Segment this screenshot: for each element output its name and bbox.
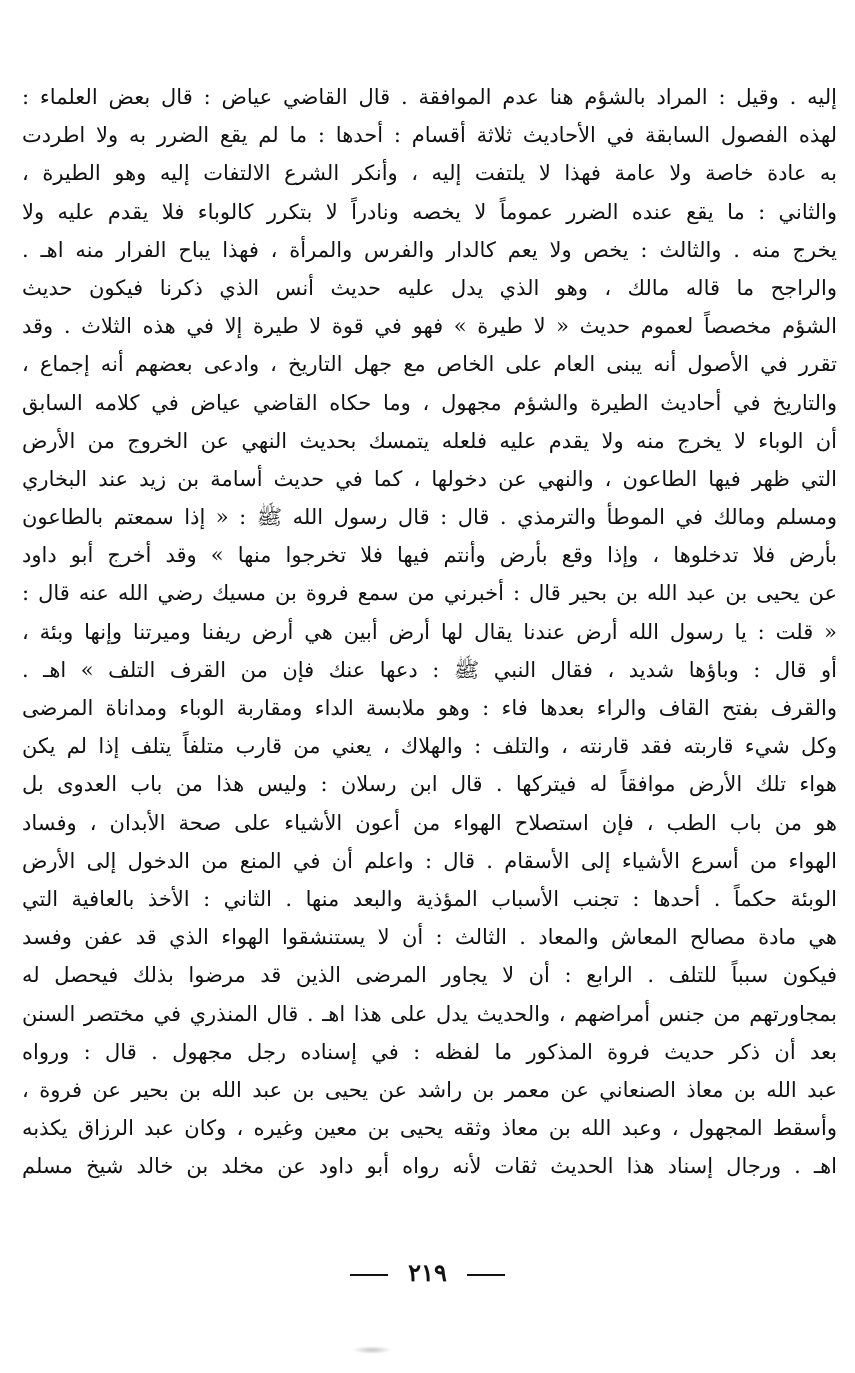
page-number: ٢١٩ xyxy=(408,1258,447,1287)
text-line-9: والتاريخ في أحاديث الطيرة والشؤم مجهول ، وما حكاه القاضي عياض في كلامه السابق xyxy=(22,390,837,415)
text-line-1: إليه . وقيل : المراد بالشؤم هنا عدم الموافقة . قال القاضي عياض : قال بعض العلماء : xyxy=(22,85,837,109)
text-line-27: عبد الله بن معاذ الصنعاني عن معمر بن راشد عن يحيى بن عبد الله بن بحير عن فروة ، xyxy=(22,1077,837,1102)
text-line-11: التي ظهر فيها الطاعون ، والنهي عن دخولها ، كما في حديث أسامة بن زيد عند البخاري xyxy=(22,466,837,491)
text-line-7: الشؤم مخصصاً لعموم حديث « لا طيرة » فهو في قوة لا طيرة إلا في هذه الثلاث . وقد xyxy=(22,314,837,339)
text-line-15: « قلت : يا رسول الله أرض عندنا يقال لها أرض أبين هي أرض ريفنا وميرتنا وإنها وبئة ، xyxy=(22,619,837,644)
text-line-5: يخرج منه . والثالث : يخص ولا يعم كالدار والفرس والمرأة ، فهذا يباح الفرار منه اهـ . xyxy=(22,237,837,262)
scan-smudge xyxy=(352,1346,392,1354)
text-line-20: هو من باب الطب ، فإن استصلاح الهواء من أعون الأشياء على صحة الأبدان ، وفساد xyxy=(22,810,837,835)
text-line-18: وكل شيء قاربته فقد قارنته ، والتلف : والهلاك ، يعني من قارب متلفاً يتلف إذا لم يكن xyxy=(22,734,837,759)
text-line-8: تقرر في الأصول أنه يبنى العام على الخاص مع جهل التاريخ ، وادعى بعضهم أنه إجماع ، xyxy=(22,352,837,377)
text-line-22: الوبئة حكماً . أحدها : تجنب الأسباب المؤذية والبعد منها . الثاني : الأخذ بالعافية التي xyxy=(22,886,837,911)
text-line-25: بمجاورتهم من جنس أمراضهم ، والحديث يدل على هذا اهـ . قال المنذري في مختصر السنن xyxy=(22,1001,837,1026)
text-line-6: والراجح ما قاله مالك ، وهو الذي يدل عليه حديث أنس الذي ذكرنا فيكون حديث xyxy=(22,275,837,300)
text-line-26: بعد أن ذكر حديث فروة المذكور ما لفظه : في إسناده رجل مجهول . قال : ورواه xyxy=(22,1039,837,1064)
text-line-3: به عادة خاصة ولا عامة فهذا لا يلتفت إليه ، وأنكر الشرع الالتفات إليه وهو الطيرة ، xyxy=(22,161,837,186)
text-line-16: أو قال : وباؤها شديد ، فقال النبي ﷺ : دعها عنك فإن من القرف التلف » اهـ . xyxy=(22,657,837,682)
body-text xyxy=(22,78,837,1185)
text-line-13: بأرض فلا تدخلوها ، وإذا وقع بأرض وأنتم فيها فلا تخرجوا منها » وقد أخرج أبو داود xyxy=(22,543,837,568)
text-line-24: فيكون سبباً للتلف . الرابع : أن لا يجاور المرضى الذين قد مرضوا بذلك فيحصل له xyxy=(22,963,837,988)
text-line-12: ومسلم ومالك في الموطأ والترمذي . قال : قال رسول الله ﷺ : « إذا سمعتم بالطاعون xyxy=(22,505,837,530)
text-line-10: أن الوباء لا يخرج منه ولا يقدم عليه فلعله يتمسك بحديث النهي عن الخروج من الأرض xyxy=(22,428,837,453)
text-line-4: والثاني : ما يقع عنده الضرر عموماً لا يخصه ونادراً لا بتكرر كالوباء فلا يقدم عليه ولا xyxy=(22,199,837,224)
text-line-29: اهـ . ورجال إسناد هذا الحديث ثقات لأنه رواه أبو داود عن مخلد بن خالد شيخ مسلم xyxy=(22,1154,837,1179)
text-line-14: عن يحيى بن عبد الله بن بحير قال : أخبرني من سمع فروة بن مسيك رضي الله عنه قال : xyxy=(22,581,837,606)
footer-dash-right xyxy=(467,1274,505,1276)
text-line-17: والقرف بفتح القاف والراء بعدها فاء : وهو ملابسة الداء ومقاربة الوباء ومداناة المرضى xyxy=(22,696,837,720)
text-line-2: لهذه الفصول السابقة في الأحاديث ثلاثة أقسام : أحدها : ما لم يقع الضرر به ولا اطردت xyxy=(22,123,837,148)
text-line-23: هي مادة مصالح المعاش والمعاد . الثالث : أن لا يستنشقوا الهواء الذي قد عفن وفسد xyxy=(22,925,837,950)
text-line-21: الهواء من أسرع الأشياء إلى الأسقام . قال : واعلم أن في المنع من الدخول إلى الأرض xyxy=(22,848,837,873)
text-line-28: وأسقط المجهول ، وعبد الله بن معاذ وثقه يحيى بن معين وغيره ، وكان عبد الرزاق يكذبه xyxy=(22,1116,837,1141)
text-line-19: هواء تلك الأرض موافقاً له فيتركها . قال ابن رسلان : وليس هذا من باب العدوى بل xyxy=(22,772,837,797)
footer-dash-left xyxy=(350,1274,388,1276)
page-footer xyxy=(0,1258,855,1287)
